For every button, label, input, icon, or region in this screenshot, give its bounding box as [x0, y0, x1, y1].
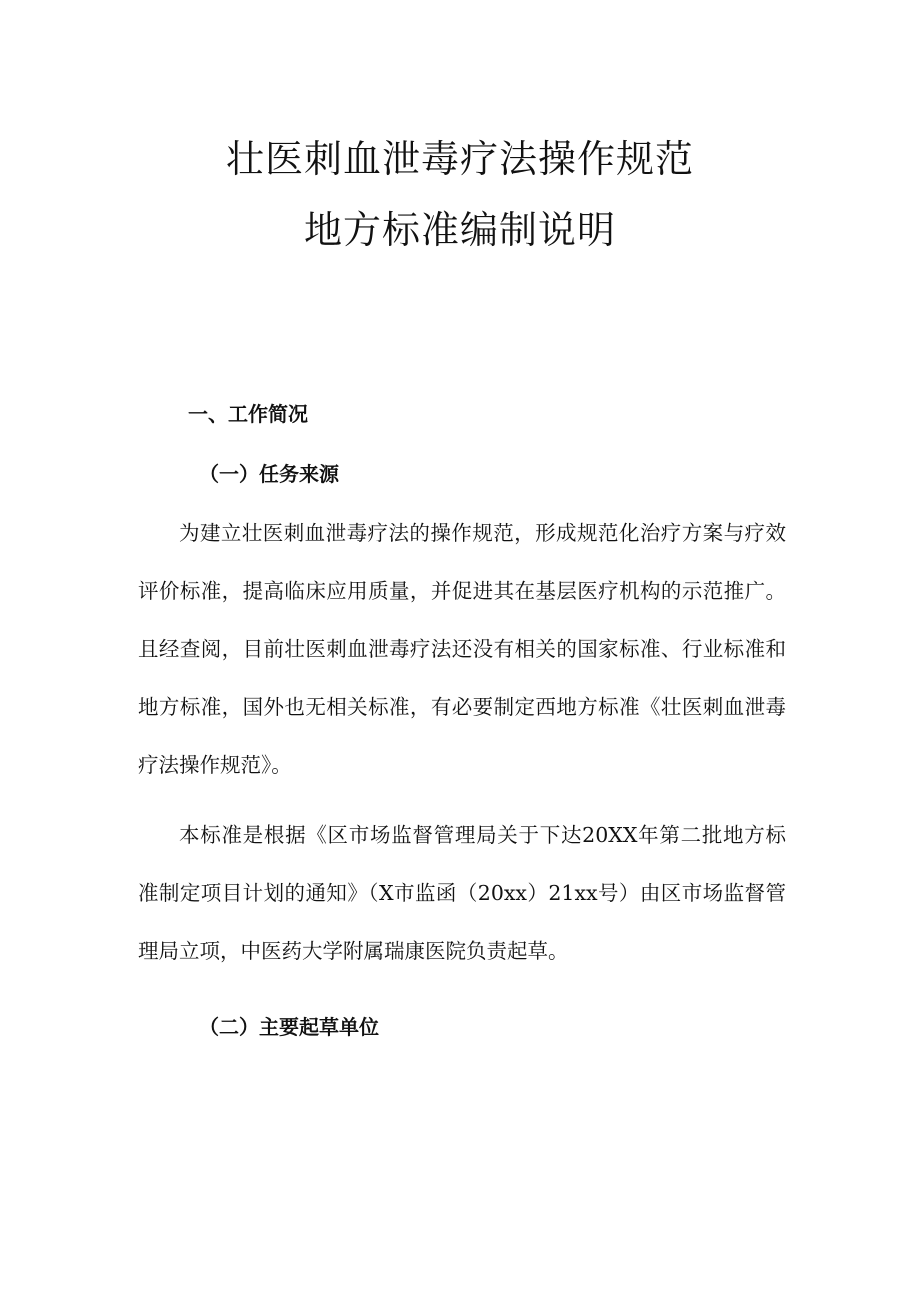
paragraph-task-source-1: 为建立壮医刺血泄毒疗法的操作规范，形成规范化治疗方案与疗效评价标准，提高临床应用质量，并促进其在基层医疗机构的示范推广。且经查阅，目前壮医刺血泄毒疗法还没有相关的国家标准、行业标准和地方标准，国外也无相关标准，有必要制定西地方标准《壮医刺血泄毒疗法操作规范》。 [138, 521, 786, 777]
subsection-heading-task-source: （一）任务来源 [199, 462, 339, 486]
subsection-heading-drafting-units: （二）主要起草单位 [199, 1015, 379, 1039]
document-title-line-2: 地方标准编制说明 [303, 208, 616, 252]
document-title-line-1: 壮医刺血泄毒疗法操作规范 [225, 137, 694, 181]
section-heading-work-overview: 一、工作简况 [188, 402, 308, 426]
paragraph-task-source-2: 本标准是根据《区市场监督管理局关于下达20XX年第二批地方标准制定项目计划的通知》（X市监函（20xx）21xx号）由区市场监督管理局立项，中医药大学附属瑞康医院负责起草。 [138, 823, 786, 963]
